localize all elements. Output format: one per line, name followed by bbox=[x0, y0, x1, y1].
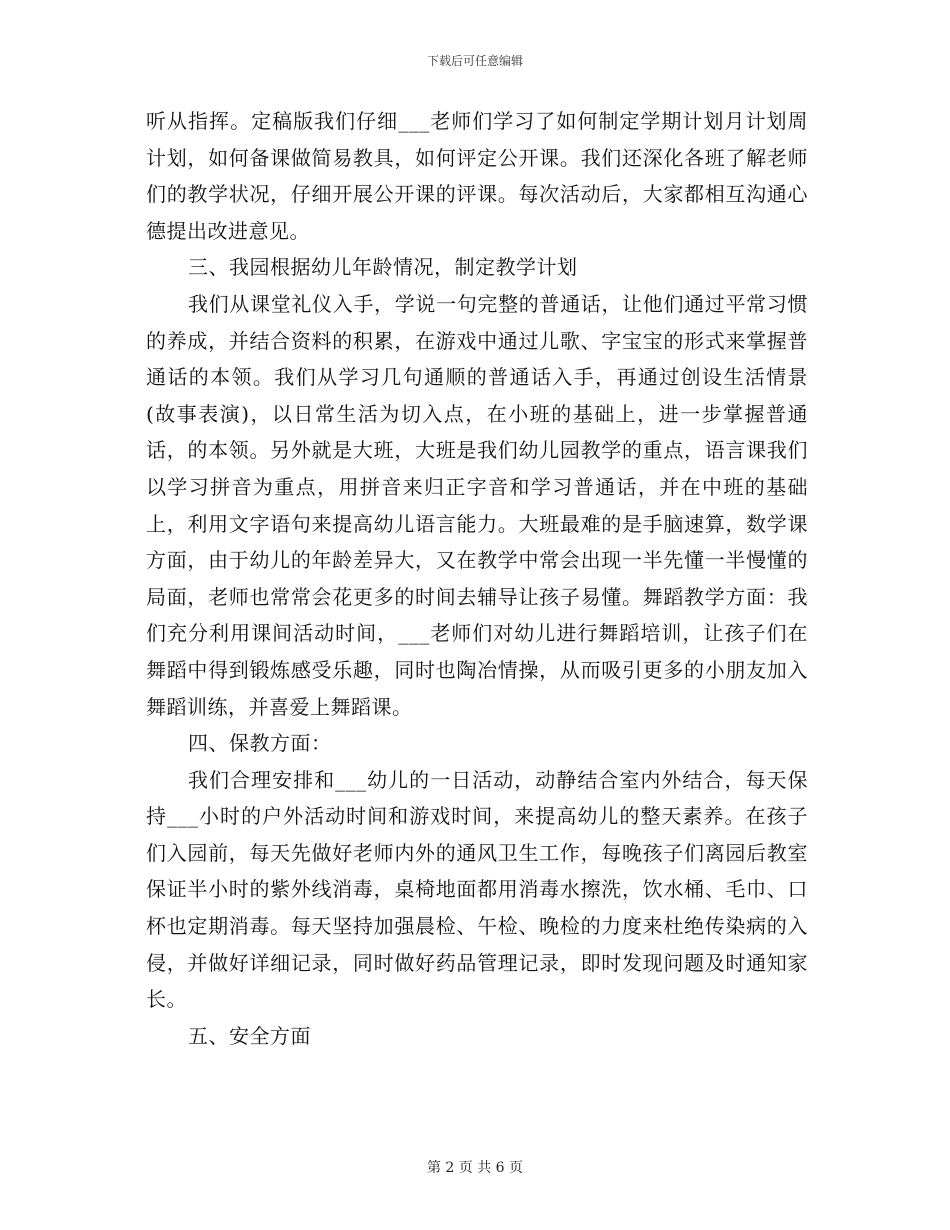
paragraph-teaching-plan: 我们从课堂礼仪入手，学说一句完整的普通话，让他们通过平常习惯的养成，并结合资料的积累，在游戏中通过儿歌、字宝宝的形式来掌握普通话的本领。我们从学习几句通顺的普通话入手，再通过创设生活情景(故事表演)，以日常生活为切入点，在小班的基础上，进一步掌握普通话，的本领。另外就是大班，大班是我们幼儿园教学的重点，语言课我们以学习拼音为重点，用拼音来归正字音和学习普通话，并在中班的基础上，利用文字语句来提高幼儿语言能力。大班最难的是手脑速算，数学课方面，由于幼儿的年龄差异大，又在教学中常会出现一半先懂一半慢懂的局面，老师也常常会花更多的时间去辅导让孩子易懂。舞蹈教学方面：我们充分利用课间活动时间，___老师们对幼儿进行舞蹈培训，让孩子们在舞蹈中得到锻炼感受乐趣，同时也陶冶情操，从而吸引更多的小朋友加入舞蹈训练，并喜爱上舞蹈课。 bbox=[146, 291, 808, 719]
paragraph-care-education: 我们合理安排和___幼儿的一日活动，动静结合室内外结合，每天保持___小时的户外活动时间和游戏时间，来提高幼儿的整天素养。在孩子们入园前，每天先做好老师内外的通风卫生工作，每晚孩子们离园后教室保证半小时的紫外线消毒，桌椅地面都用消毒水擦洗，饮水桶、毛巾、口杯也定期消毒。每天坚持加强晨检、午检、晚检的力度来杜绝传染病的入侵，并做好详细记录，同时做好药品管理记录，即时发现问题及时通知家长。 bbox=[146, 767, 808, 1012]
document-body bbox=[146, 103, 808, 1054]
page-number-footer: 第 2 页 共 6 页 bbox=[426, 1160, 524, 1176]
section-heading-teaching-plan: 三、我园根据幼儿年龄情况，制定教学计划 bbox=[188, 255, 578, 280]
section-heading-care-education: 四、保教方面： bbox=[188, 731, 332, 756]
page-header: 下载后可任意编辑 bbox=[426, 54, 523, 68]
section-heading-safety: 五、安全方面 bbox=[188, 1023, 311, 1048]
paragraph-continuation: 听从指挥。定稿版我们仔细___老师们学习了如何制定学期计划月计划周计划，如何备课做简易教具，如何评定公开课。我们还深化各班了解老师们的教学状况，仔细开展公开课的评课。每次活动后，大家都相互沟通心德提出改进意见。 bbox=[146, 109, 808, 243]
